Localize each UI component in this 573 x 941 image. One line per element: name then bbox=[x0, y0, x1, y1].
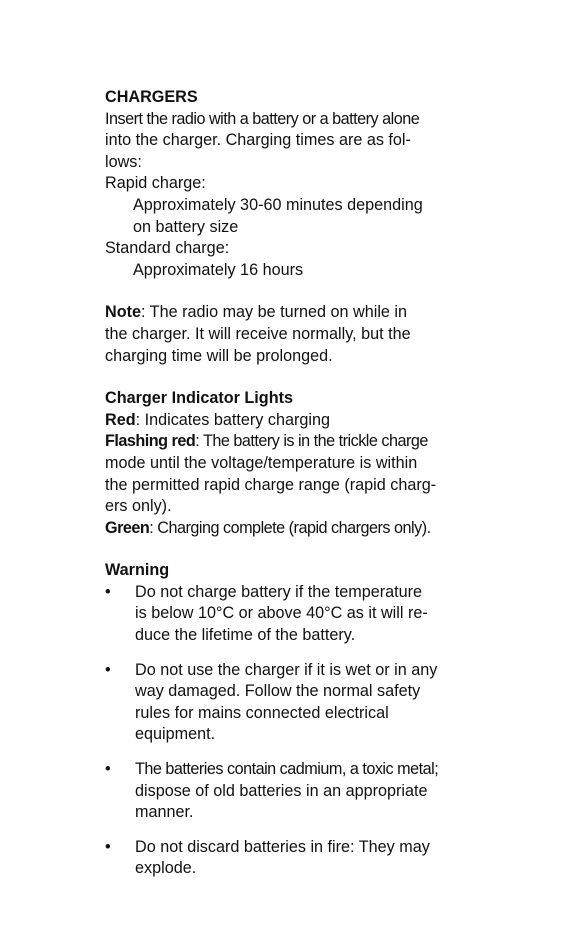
red-text: : Indicates battery charging bbox=[135, 410, 330, 429]
red-label: Red bbox=[105, 410, 136, 429]
warning-text: The batteries contain cadmium, a toxic metal; bbox=[135, 760, 439, 779]
standard-charge-time: Approximately 16 hours bbox=[133, 260, 304, 279]
warning-heading: Warning bbox=[105, 561, 170, 580]
red-indicator bbox=[105, 410, 495, 432]
flashing-red-text: : The battery is in the trickle charge bbox=[195, 432, 428, 451]
note-text: : The radio may be turned on while in bbox=[140, 303, 408, 322]
warning-item bbox=[105, 582, 495, 647]
chargers-heading: CHARGERS bbox=[105, 88, 198, 106]
warning-text: Do not discard batteries in fire: They may bbox=[135, 837, 430, 856]
warning-text: way damaged. Follow the normal safety bbox=[135, 682, 421, 701]
green-text: : Charging complete (rapid chargers only). bbox=[149, 518, 431, 537]
note-line: the charger. It will receive normally, but the bbox=[105, 324, 411, 343]
warning-text: manner. bbox=[135, 803, 194, 822]
flashing-red-indicator bbox=[105, 431, 495, 453]
bullet-icon: • bbox=[105, 760, 111, 779]
green-indicator bbox=[105, 518, 495, 540]
chargers-intro-line: lows: bbox=[105, 152, 142, 171]
bullet-icon: • bbox=[105, 660, 111, 679]
flashing-red-line: mode until the voltage/temperature is within bbox=[105, 453, 418, 472]
warning-text: Do not charge battery if the temperature bbox=[135, 582, 423, 601]
chargers-intro-line: into the charger. Charging times are as fol- bbox=[105, 131, 411, 150]
chargers-intro-line: Insert the radio with a battery or a battery alone bbox=[105, 109, 420, 128]
rapid-charge-time: Approximately 30-60 minutes depending bbox=[133, 195, 423, 214]
document-page bbox=[105, 87, 495, 893]
note-paragraph bbox=[105, 302, 495, 324]
flashing-red-label: Flashing red bbox=[105, 432, 196, 451]
flashing-red-line: ers only). bbox=[105, 497, 172, 516]
warning-text: rules for mains connected electrical bbox=[135, 703, 389, 722]
note-label: Note bbox=[105, 303, 141, 322]
green-label: Green bbox=[105, 518, 150, 537]
warning-text: is below 10°C or above 40°C as it will re- bbox=[135, 604, 428, 623]
standard-charge-label: Standard charge: bbox=[105, 239, 230, 258]
note-line: charging time will be prolonged. bbox=[105, 346, 333, 365]
bullet-icon: • bbox=[105, 582, 111, 601]
warning-text: equipment. bbox=[135, 725, 216, 744]
warning-list bbox=[105, 582, 495, 880]
warning-item bbox=[105, 837, 495, 880]
warning-text: Do not use the charger if it is wet or in any bbox=[135, 660, 438, 679]
flashing-red-line: the permitted rapid charge range (rapid charg- bbox=[105, 475, 437, 494]
warning-text: duce the lifetime of the battery. bbox=[135, 626, 356, 645]
rapid-charge-time: on battery size bbox=[133, 217, 239, 236]
rapid-charge-label: Rapid charge: bbox=[105, 174, 206, 193]
warning-text: dispose of old batteries in an appropriate bbox=[135, 781, 428, 800]
warning-item bbox=[105, 660, 495, 746]
bullet-icon: • bbox=[105, 837, 111, 856]
indicator-lights-heading: Charger Indicator Lights bbox=[105, 389, 293, 408]
warning-item bbox=[105, 759, 495, 824]
warning-text: explode. bbox=[135, 859, 197, 878]
